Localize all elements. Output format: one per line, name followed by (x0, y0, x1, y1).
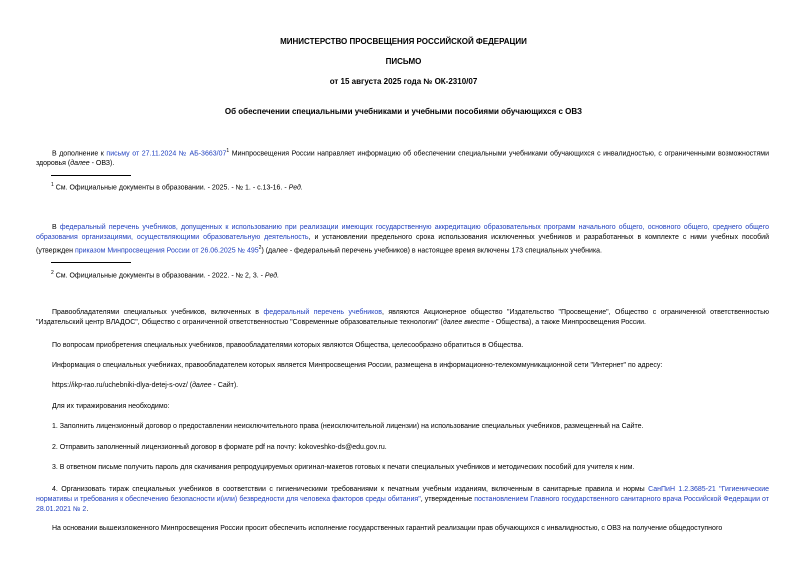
paragraph-3-text: Правообладателями специальных учебников, включенных в (52, 309, 264, 316)
order-link[interactable]: приказом Минпросвещения России от 26.06.2025 № 495 (74, 247, 259, 255)
footnote-2-mark: 2 (51, 270, 54, 276)
footnote-1-editor: Ред. (288, 184, 303, 192)
footnote-ref-1[interactable]: 1 (226, 148, 230, 154)
step-3: 3. В ответном письме получить пароль для скачивания репродуцируемых оригинал-макетов готовых к печати специальных учебников и методических пособий для учителя к ним. (52, 464, 635, 471)
paragraph-1-italic: далее (70, 160, 90, 168)
footnote-2-editor: Ред. (264, 272, 280, 280)
paragraph-2-text: В (52, 224, 60, 231)
paragraph-7: Для их тиражирования необходимо: (52, 403, 170, 410)
paragraph-6-text: ( (187, 382, 193, 389)
document-type: ПИСЬМО (385, 57, 422, 66)
paragraph-12: На основании вышеизложенного Минпросвещения России просит обеспечить исполнение государственных гарантий реализации прав обучающихся с инвалидностью, с ОВЗ на получение общедоступного (52, 525, 723, 532)
footnote-ref-2[interactable]: 2 (258, 245, 262, 251)
paragraph-2-text-2: , и установлении предельного срока использования исключенных учебников и разработанных в комплекте с ними учебных пособий (утвержден (36, 234, 769, 255)
paragraph-6-text-2: - Сайт). (211, 382, 239, 389)
document-date-number: от 15 августа 2025 года № ОК-2310/07 (329, 77, 478, 86)
step-4-text: 4. Организовать тираж специальных учебников в соответствии с гигиеническими требованиями к печатным учебным изданиям, включенным в санитарные правила и нормы (52, 486, 649, 493)
footnote-1-mark: 1 (51, 182, 54, 188)
letter-link[interactable]: письму от 27.11.2024 № АБ-3663/07 (106, 150, 227, 158)
paragraph-4: По вопросам приобретения специальных учебников, правообладателями которых являются Общества, целесообразно обратиться в Общества. (52, 342, 524, 349)
paragraph-1-text: В дополнение к (52, 150, 107, 158)
sanpin-link[interactable]: СанПиН 1.2.3685-21 "Гигиенические нормативы и требования к обеспечению безопасности и(или) безвредности для человека факторов среды обитания" (36, 486, 769, 503)
footnote-divider-1 (51, 175, 131, 176)
footnote-1 (51, 180, 303, 193)
paragraph-1 (36, 146, 769, 169)
step-4-text-3: . (86, 506, 89, 513)
footnote-2-text: См. Официальные документы в образовании. - 2022. - № 2, 3. - (53, 272, 265, 280)
paragraph-1-text-2: Минпросвещения России направляет информацию об обеспечении специальными учебниками обучающихся с инвалидностью, с ограниченными возможностями здоровья ( (36, 150, 769, 168)
paragraph-3-text-3: - Общества), а также Минпросвещения России. (489, 319, 647, 326)
step-1: 1. Заполнить лицензионный договор о предоставлении неисключительного права (неисключительной лицензии) на использование специальных учебников, размещенный на Сайте. (52, 423, 644, 430)
paragraph-6 (52, 381, 238, 391)
paragraph-3 (36, 308, 769, 328)
paragraph-3-italic: далее вместе (442, 319, 490, 326)
site-url[interactable]: https://ikp-rao.ru/uchebniki-dlya-detej-s-ovz/ (52, 382, 188, 389)
paragraph-2 (36, 223, 769, 256)
footnote-1-text: См. Официальные документы в образовании. - 2025. - № 1. - с.13-16. - (53, 184, 289, 192)
paragraph-6-italic: далее (192, 382, 212, 389)
step-4-text-2: , утвержденные (420, 496, 475, 503)
step-2: 2. Отправить заполненный лицензионный договор в формате pdf на почту: kokoveshko-ds@edu.gov.ru. (52, 444, 387, 451)
ministry-title: МИНИСТЕРСТВО ПРОСВЕЩЕНИЯ РОССИЙСКОЙ ФЕДЕРАЦИИ (280, 37, 527, 46)
document-subject: Об обеспечении специальными учебниками и учебными пособиями обучающихся с ОВЗ (224, 107, 583, 116)
federal-list-link-2[interactable]: федеральный перечень учебников (263, 309, 382, 316)
footnote-divider-2 (51, 262, 131, 263)
federal-list-link[interactable]: федеральный перечень учебников, допущенных к использованию при реализации имеющих государственную аккредитацию образовательных программ начального общего, основного общего, среднего общего образования организациями, осуществляющими образовательную деятельность (36, 224, 769, 241)
step-4 (36, 485, 769, 515)
paragraph-5: Информация о специальных учебниках, правообладателем которых является Минпросвещения России, размещена в информационно-телекоммуникационной сети "Интернет" по адресу: (52, 362, 663, 369)
footnote-2 (51, 268, 279, 281)
paragraph-3-text-2: , являются Акционерное общество "Издательство "Просвещение", Общество с ограниченной ответственностью "Издательский центр ВЛАДОС", Общество с ограниченной ответственностью "Современные образовательные технологии" ( (36, 309, 770, 326)
paragraph-1-text-3: - ОВЗ). (89, 160, 115, 168)
paragraph-2-text-3: ) (далее - федеральный перечень учебников) в настоящее время включены 173 специальных учебника. (261, 247, 602, 255)
resolution-link[interactable]: постановлением Главного государственного санитарного врача Российской Федерации от 28.01.2021 № 2 (36, 496, 769, 513)
